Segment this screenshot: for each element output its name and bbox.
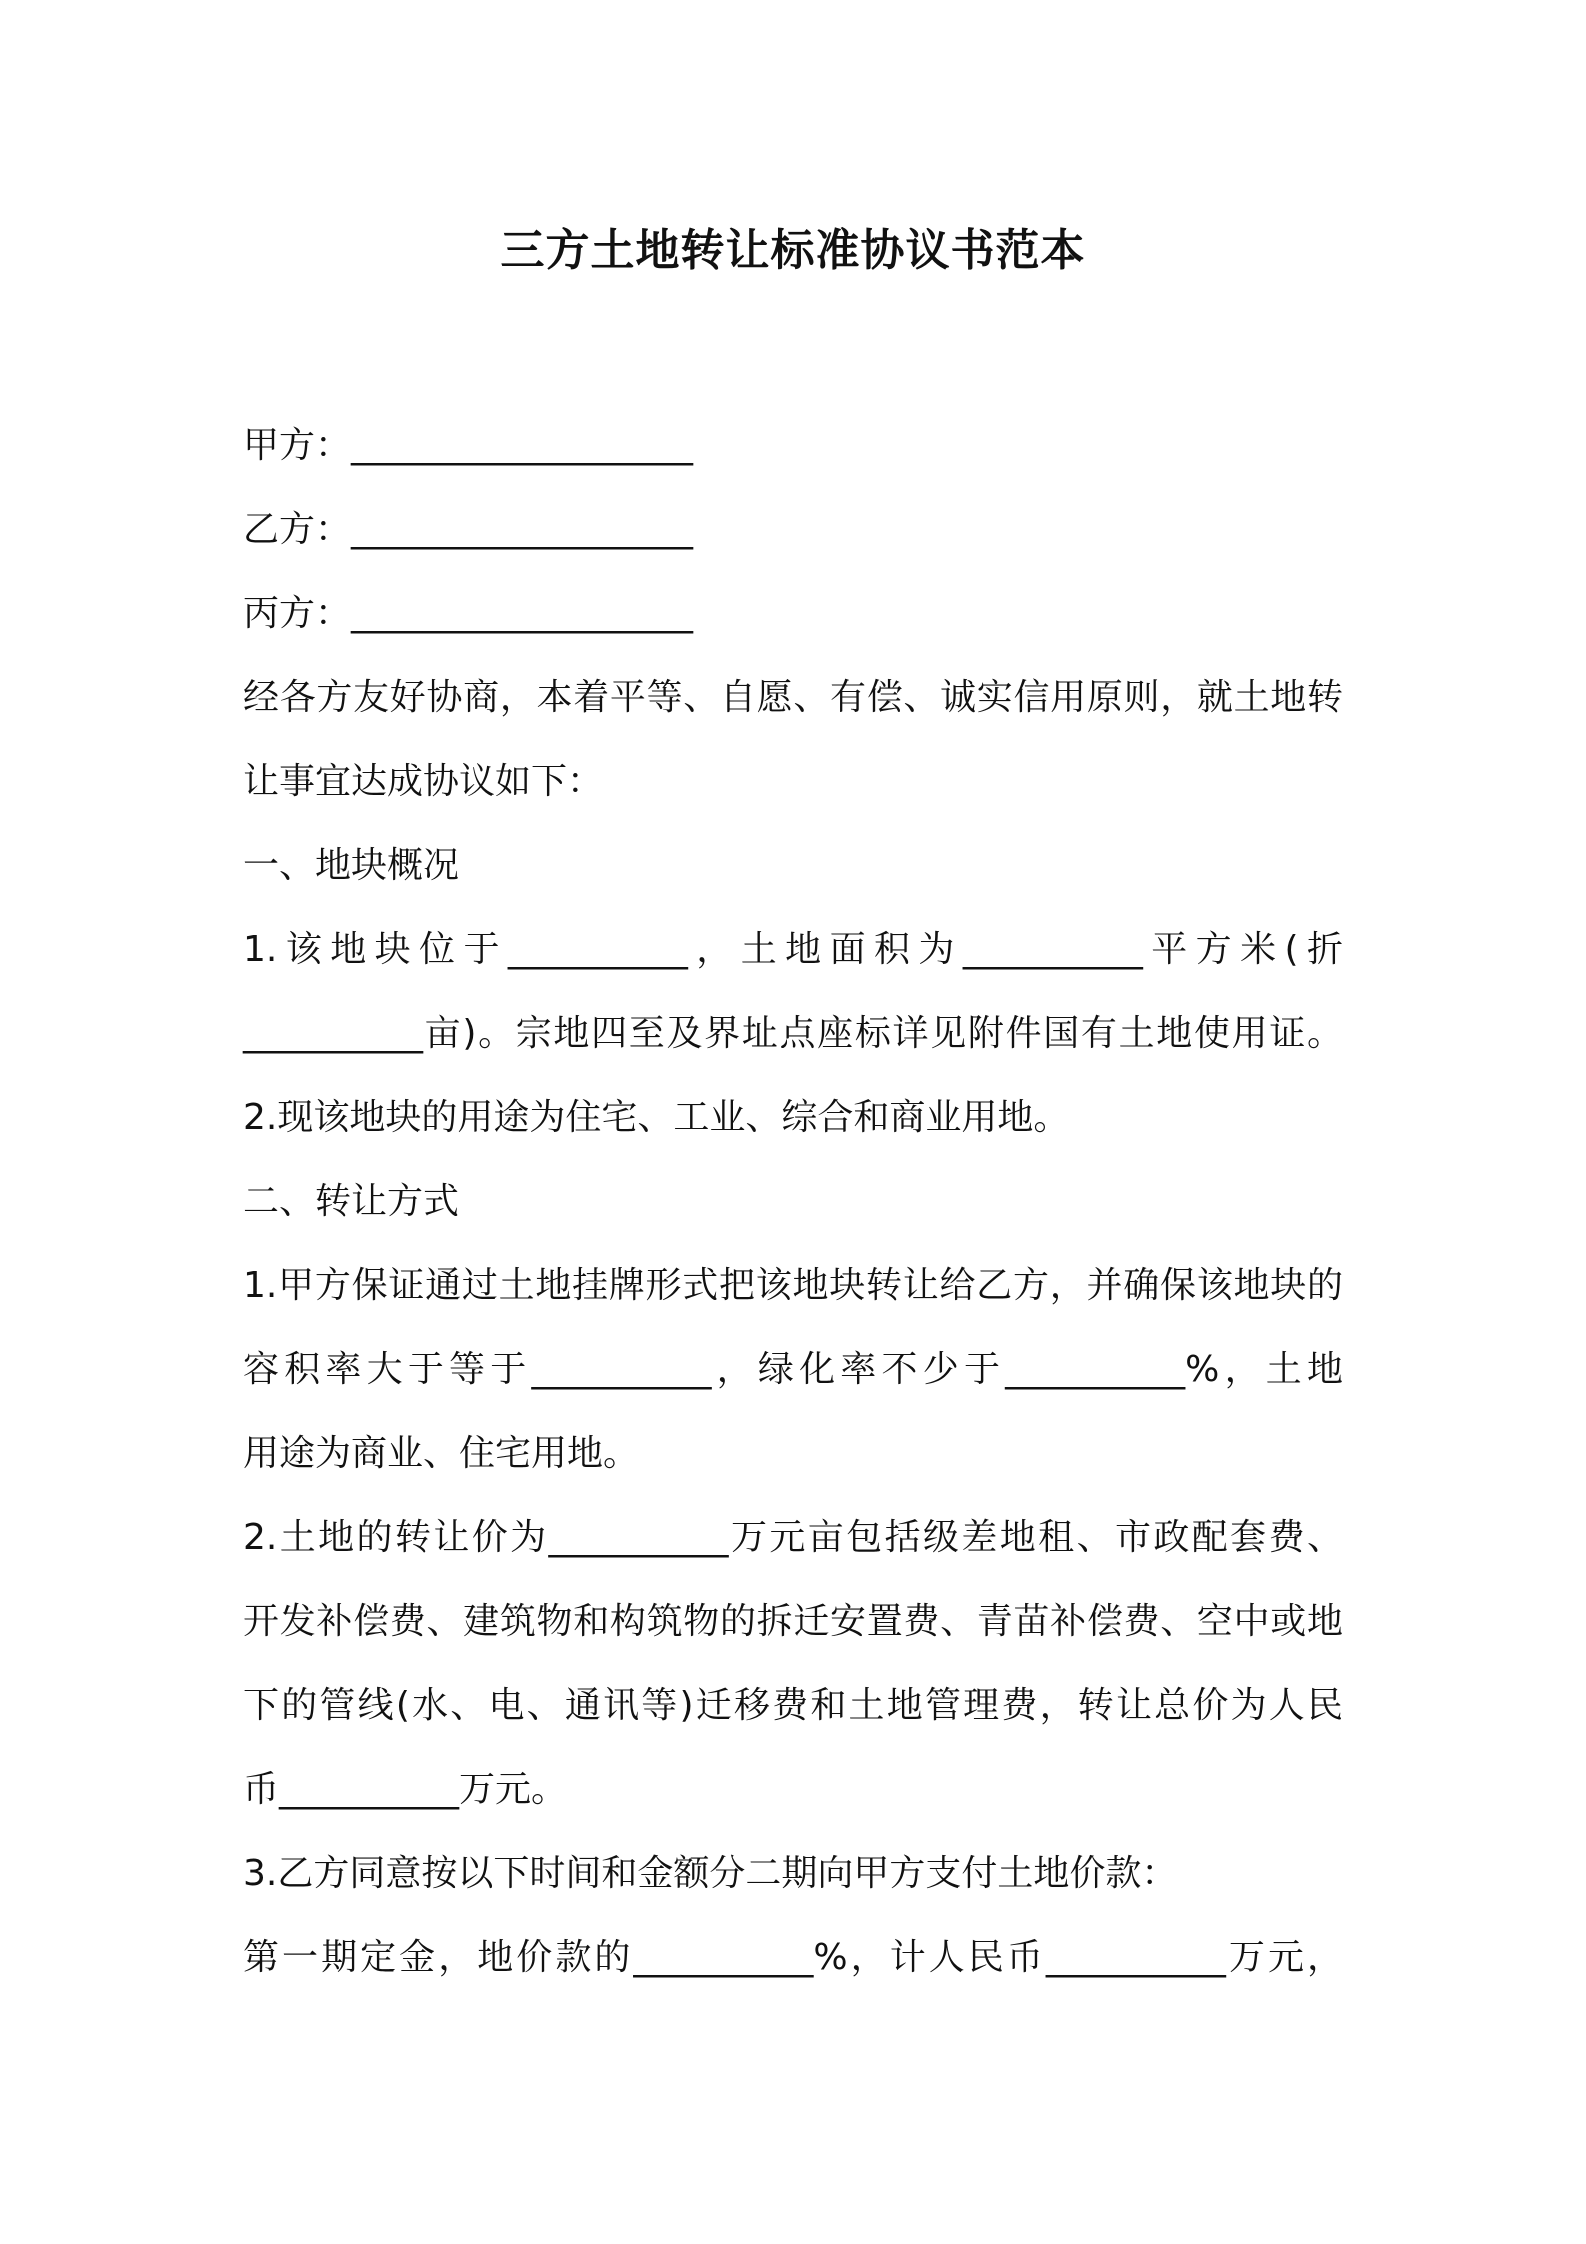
clause-1-2: 2.现该地块的用途为住宅、工业、综合和商业用地。 xyxy=(243,1097,1070,1138)
section-heading-2: 二、转让方式 xyxy=(243,1181,460,1222)
document-body xyxy=(243,404,1343,2000)
installment-1-line: 第一期定金，地价款的__________%，计人民币__________万元， xyxy=(243,1937,1343,1978)
clause-1-1-line-1: 1.该地块位于__________，土地面积为__________平方米(折 xyxy=(243,929,1343,970)
document-title: 三方土地转让标准协议书范本 xyxy=(500,225,1086,276)
preamble-line-1: 经各方友好协商，本着平等、自愿、有偿、诚实信用原则，就土地转 xyxy=(243,677,1343,718)
party-a-line: 甲方：___________________ xyxy=(243,425,694,466)
party-b-line: 乙方：___________________ xyxy=(243,509,694,550)
clause-2-2-line-4: 币__________万元。 xyxy=(243,1769,568,1810)
preamble-line-2: 让事宜达成协议如下： xyxy=(243,761,604,802)
clause-2-3: 3.乙方同意按以下时间和金额分二期向甲方支付土地价款： xyxy=(243,1853,1178,1894)
section-heading-1: 一、地块概况 xyxy=(243,845,460,886)
party-c-line: 丙方：___________________ xyxy=(243,593,694,634)
clause-2-1-line-2: 容积率大于等于__________，绿化率不少于__________%，土地 xyxy=(243,1349,1343,1390)
clause-2-2-line-2: 开发补偿费、建筑物和构筑物的拆迁安置费、青苗补偿费、空中或地 xyxy=(243,1601,1343,1642)
clause-2-2-line-1: 2.土地的转让价为__________万元亩包括级差地租、市政配套费、 xyxy=(243,1517,1343,1558)
clause-2-1-line-3: 用途为商业、住宅用地。 xyxy=(243,1433,640,1474)
clause-2-1-line-1: 1.甲方保证通过土地挂牌形式把该地块转让给乙方，并确保该地块的 xyxy=(243,1265,1343,1306)
clause-1-1-line-2: __________亩)。宗地四至及界址点座标详见附件国有土地使用证。 xyxy=(243,1013,1343,1054)
clause-2-2-line-3: 下的管线(水、电、通讯等)迁移费和土地管理费，转让总价为人民 xyxy=(243,1685,1343,1726)
